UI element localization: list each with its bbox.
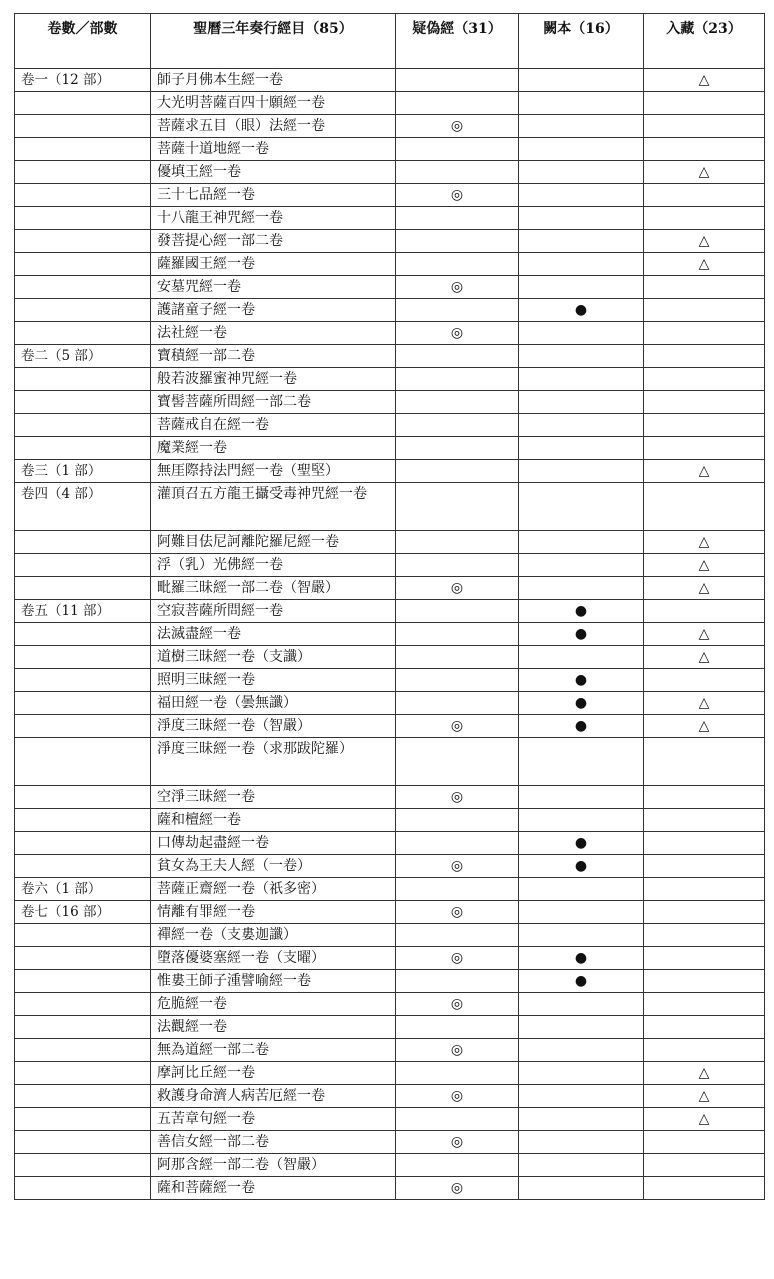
volume-cell	[15, 92, 151, 115]
volume-cell	[15, 299, 151, 322]
title-cell: 寶積經一部二卷	[151, 345, 396, 368]
doubtful-mark-cell	[396, 230, 519, 253]
volume-cell	[15, 1085, 151, 1108]
title-cell: 照明三昧經一卷	[151, 669, 396, 692]
title-cell: 善信女經一部二卷	[151, 1131, 396, 1154]
table-row	[15, 715, 765, 738]
table-row	[15, 276, 765, 299]
doubtful-mark-cell	[396, 1154, 519, 1177]
title-cell: 安墓咒經一卷	[151, 276, 396, 299]
missing-mark-cell	[519, 483, 644, 531]
title-cell: 淨度三昧經一卷（智嚴）	[151, 715, 396, 738]
volume-cell	[15, 1154, 151, 1177]
title-cell: 五苦章句經一卷	[151, 1108, 396, 1131]
table-row	[15, 161, 765, 184]
volume-cell	[15, 577, 151, 600]
volume-cell: 卷七（16 部）	[15, 901, 151, 924]
doubtful-mark-cell	[396, 207, 519, 230]
missing-mark-cell	[519, 368, 644, 391]
title-cell: 般若波羅蜜神咒經一卷	[151, 368, 396, 391]
table-row	[15, 1131, 765, 1154]
title-cell: 優填王經一卷	[151, 161, 396, 184]
canon-mark-cell: △	[644, 577, 765, 600]
title-cell: 薩和檀經一卷	[151, 809, 396, 832]
title-cell: 法滅盡經一卷	[151, 623, 396, 646]
volume-cell	[15, 809, 151, 832]
missing-mark-cell	[519, 138, 644, 161]
canon-mark-cell	[644, 1016, 765, 1039]
table-row	[15, 92, 765, 115]
title-cell: 禪經一卷（支婁迦讖）	[151, 924, 396, 947]
header-doubtful: 疑偽經（31）	[396, 14, 519, 69]
table-row	[15, 253, 765, 276]
table-row	[15, 738, 765, 786]
missing-mark-cell	[519, 414, 644, 437]
canon-mark-cell: △	[644, 623, 765, 646]
volume-cell	[15, 855, 151, 878]
title-cell: 十八龍王神咒經一卷	[151, 207, 396, 230]
canon-mark-cell: △	[644, 69, 765, 92]
missing-mark-cell	[519, 1177, 644, 1200]
volume-cell: 卷四（4 部）	[15, 483, 151, 531]
table-row	[15, 1016, 765, 1039]
missing-mark-cell	[519, 437, 644, 460]
title-cell: 大光明菩薩百四十願經一卷	[151, 92, 396, 115]
canon-mark-cell: △	[644, 715, 765, 738]
table-row	[15, 531, 765, 554]
title-cell: 菩薩戒自在經一卷	[151, 414, 396, 437]
volume-cell	[15, 322, 151, 345]
table-row	[15, 832, 765, 855]
missing-mark-cell	[519, 460, 644, 483]
missing-mark-cell	[519, 230, 644, 253]
canon-mark-cell	[644, 809, 765, 832]
title-cell: 護諸童子經一卷	[151, 299, 396, 322]
doubtful-mark-cell	[396, 600, 519, 623]
canon-mark-cell: △	[644, 646, 765, 669]
title-cell: 空淨三昧經一卷	[151, 786, 396, 809]
missing-mark-cell: ●	[519, 832, 644, 855]
doubtful-mark-cell	[396, 924, 519, 947]
volume-cell	[15, 276, 151, 299]
doubtful-mark-cell	[396, 669, 519, 692]
canon-mark-cell	[644, 207, 765, 230]
table-row	[15, 207, 765, 230]
canon-mark-cell	[644, 92, 765, 115]
volume-cell: 卷二（5 部）	[15, 345, 151, 368]
missing-mark-cell	[519, 1154, 644, 1177]
doubtful-mark-cell: ◎	[396, 993, 519, 1016]
title-cell: 三十七品經一卷	[151, 184, 396, 207]
missing-mark-cell	[519, 1085, 644, 1108]
doubtful-mark-cell	[396, 161, 519, 184]
title-cell: 薩羅國王經一卷	[151, 253, 396, 276]
doubtful-mark-cell	[396, 623, 519, 646]
table-row	[15, 230, 765, 253]
canon-mark-cell	[644, 1177, 765, 1200]
doubtful-mark-cell: ◎	[396, 901, 519, 924]
title-cell: 福田經一卷（曇無讖）	[151, 692, 396, 715]
table-row	[15, 1108, 765, 1131]
doubtful-mark-cell	[396, 692, 519, 715]
missing-mark-cell: ●	[519, 669, 644, 692]
volume-cell: 卷一（12 部）	[15, 69, 151, 92]
missing-mark-cell: ●	[519, 715, 644, 738]
doubtful-mark-cell: ◎	[396, 855, 519, 878]
table-row	[15, 1177, 765, 1200]
missing-mark-cell	[519, 253, 644, 276]
canon-mark-cell	[644, 947, 765, 970]
missing-mark-cell	[519, 878, 644, 901]
canon-mark-cell	[644, 115, 765, 138]
missing-mark-cell	[519, 322, 644, 345]
missing-mark-cell	[519, 161, 644, 184]
volume-cell	[15, 138, 151, 161]
doubtful-mark-cell	[396, 92, 519, 115]
volume-cell	[15, 947, 151, 970]
title-cell: 毗羅三昧經一部二卷（智嚴）	[151, 577, 396, 600]
canon-mark-cell	[644, 368, 765, 391]
missing-mark-cell	[519, 207, 644, 230]
doubtful-mark-cell	[396, 253, 519, 276]
title-cell: 無厓際持法門經一卷（聖堅）	[151, 460, 396, 483]
canon-mark-cell: △	[644, 161, 765, 184]
doubtful-mark-cell: ◎	[396, 715, 519, 738]
missing-mark-cell	[519, 92, 644, 115]
canon-mark-cell	[644, 669, 765, 692]
table-row	[15, 809, 765, 832]
table-body	[15, 69, 765, 1200]
canon-mark-cell	[644, 993, 765, 1016]
missing-mark-cell	[519, 1016, 644, 1039]
table-row	[15, 901, 765, 924]
volume-cell	[15, 554, 151, 577]
canon-mark-cell	[644, 322, 765, 345]
table-row	[15, 786, 765, 809]
doubtful-mark-cell	[396, 1062, 519, 1085]
table-row	[15, 1039, 765, 1062]
title-cell: 發菩提心經一部二卷	[151, 230, 396, 253]
volume-cell	[15, 115, 151, 138]
title-cell: 薩和菩薩經一卷	[151, 1177, 396, 1200]
doubtful-mark-cell: ◎	[396, 1085, 519, 1108]
canon-mark-cell	[644, 738, 765, 786]
table-row	[15, 483, 765, 531]
title-cell: 貧女為王夫人經（一卷）	[151, 855, 396, 878]
missing-mark-cell: ●	[519, 600, 644, 623]
volume-cell	[15, 669, 151, 692]
volume-cell	[15, 970, 151, 993]
missing-mark-cell	[519, 993, 644, 1016]
missing-mark-cell	[519, 554, 644, 577]
volume-cell	[15, 646, 151, 669]
table-row	[15, 623, 765, 646]
canon-mark-cell	[644, 299, 765, 322]
missing-mark-cell	[519, 809, 644, 832]
volume-cell	[15, 924, 151, 947]
doubtful-mark-cell: ◎	[396, 115, 519, 138]
doubtful-mark-cell	[396, 414, 519, 437]
header-canon: 入藏（23）	[644, 14, 765, 69]
title-cell: 灌頂召五方龍王攝受毒神咒經一卷	[151, 483, 396, 531]
title-cell: 法觀經一卷	[151, 1016, 396, 1039]
title-cell: 無為道經一部二卷	[151, 1039, 396, 1062]
doubtful-mark-cell: ◎	[396, 322, 519, 345]
volume-cell	[15, 1131, 151, 1154]
canon-mark-cell	[644, 184, 765, 207]
missing-mark-cell	[519, 115, 644, 138]
canon-mark-cell	[644, 437, 765, 460]
missing-mark-cell	[519, 1062, 644, 1085]
sutra-catalog-table	[14, 13, 765, 1200]
missing-mark-cell: ●	[519, 970, 644, 993]
volume-cell	[15, 993, 151, 1016]
doubtful-mark-cell	[396, 345, 519, 368]
volume-cell	[15, 1108, 151, 1131]
volume-cell	[15, 531, 151, 554]
missing-mark-cell	[519, 924, 644, 947]
canon-mark-cell: △	[644, 1085, 765, 1108]
canon-mark-cell: △	[644, 1062, 765, 1085]
doubtful-mark-cell	[396, 1016, 519, 1039]
title-cell: 空寂菩薩所問經一卷	[151, 600, 396, 623]
table-row	[15, 69, 765, 92]
canon-mark-cell: △	[644, 253, 765, 276]
canon-mark-cell	[644, 1039, 765, 1062]
missing-mark-cell: ●	[519, 623, 644, 646]
canon-mark-cell	[644, 1154, 765, 1177]
doubtful-mark-cell: ◎	[396, 947, 519, 970]
table-row	[15, 437, 765, 460]
canon-mark-cell	[644, 391, 765, 414]
volume-cell: 卷五（11 部）	[15, 600, 151, 623]
doubtful-mark-cell	[396, 738, 519, 786]
title-cell: 魔業經一卷	[151, 437, 396, 460]
volume-cell	[15, 738, 151, 786]
table-row	[15, 577, 765, 600]
title-cell: 情離有罪經一卷	[151, 901, 396, 924]
missing-mark-cell: ●	[519, 692, 644, 715]
table-row	[15, 414, 765, 437]
missing-mark-cell	[519, 1108, 644, 1131]
canon-mark-cell	[644, 878, 765, 901]
table-row	[15, 322, 765, 345]
doubtful-mark-cell	[396, 368, 519, 391]
volume-cell	[15, 1039, 151, 1062]
table-row	[15, 855, 765, 878]
doubtful-mark-cell	[396, 437, 519, 460]
title-cell: 法社經一卷	[151, 322, 396, 345]
doubtful-mark-cell	[396, 554, 519, 577]
missing-mark-cell	[519, 184, 644, 207]
volume-cell: 卷六（1 部）	[15, 878, 151, 901]
volume-cell	[15, 623, 151, 646]
doubtful-mark-cell	[396, 1108, 519, 1131]
volume-cell	[15, 368, 151, 391]
volume-cell	[15, 437, 151, 460]
doubtful-mark-cell	[396, 809, 519, 832]
title-cell: 菩薩求五目（眼）法經一卷	[151, 115, 396, 138]
doubtful-mark-cell	[396, 531, 519, 554]
canon-mark-cell	[644, 1131, 765, 1154]
volume-cell	[15, 1177, 151, 1200]
doubtful-mark-cell: ◎	[396, 1177, 519, 1200]
title-cell: 師子月佛本生經一卷	[151, 69, 396, 92]
canon-mark-cell: △	[644, 460, 765, 483]
table-row	[15, 947, 765, 970]
volume-cell	[15, 253, 151, 276]
doubtful-mark-cell: ◎	[396, 1131, 519, 1154]
volume-cell: 卷三（1 部）	[15, 460, 151, 483]
canon-mark-cell	[644, 414, 765, 437]
table-row	[15, 669, 765, 692]
missing-mark-cell	[519, 69, 644, 92]
missing-mark-cell	[519, 1131, 644, 1154]
table-row	[15, 646, 765, 669]
table-row	[15, 184, 765, 207]
canon-mark-cell	[644, 138, 765, 161]
canon-mark-cell: △	[644, 531, 765, 554]
volume-cell	[15, 184, 151, 207]
table-row	[15, 299, 765, 322]
title-cell: 摩訶比丘經一卷	[151, 1062, 396, 1085]
title-cell: 墮落優婆塞經一卷（支曜）	[151, 947, 396, 970]
table-row	[15, 878, 765, 901]
title-cell: 阿那含經一部二卷（智嚴）	[151, 1154, 396, 1177]
doubtful-mark-cell: ◎	[396, 1039, 519, 1062]
table-row	[15, 391, 765, 414]
header-row	[15, 14, 765, 69]
table-row	[15, 368, 765, 391]
doubtful-mark-cell	[396, 832, 519, 855]
title-cell: 惟婁王師子湩譬喻經一卷	[151, 970, 396, 993]
canon-mark-cell	[644, 786, 765, 809]
missing-mark-cell	[519, 646, 644, 669]
volume-cell	[15, 230, 151, 253]
table-row	[15, 345, 765, 368]
canon-mark-cell	[644, 855, 765, 878]
missing-mark-cell	[519, 738, 644, 786]
missing-mark-cell	[519, 901, 644, 924]
table-row	[15, 600, 765, 623]
canon-mark-cell: △	[644, 1108, 765, 1131]
volume-cell	[15, 832, 151, 855]
volume-cell	[15, 414, 151, 437]
doubtful-mark-cell	[396, 391, 519, 414]
doubtful-mark-cell	[396, 299, 519, 322]
missing-mark-cell	[519, 391, 644, 414]
missing-mark-cell	[519, 531, 644, 554]
missing-mark-cell	[519, 1039, 644, 1062]
canon-mark-cell	[644, 483, 765, 531]
title-cell: 寶髻菩薩所問經一部二卷	[151, 391, 396, 414]
header-catalog: 聖曆三年奏行經目（85）	[151, 14, 396, 69]
canon-mark-cell	[644, 345, 765, 368]
canon-mark-cell	[644, 832, 765, 855]
table-row	[15, 115, 765, 138]
volume-cell	[15, 715, 151, 738]
missing-mark-cell: ●	[519, 299, 644, 322]
doubtful-mark-cell	[396, 460, 519, 483]
volume-cell	[15, 161, 151, 184]
canon-mark-cell	[644, 901, 765, 924]
table-row	[15, 970, 765, 993]
title-cell: 浮（乳）光佛經一卷	[151, 554, 396, 577]
missing-mark-cell	[519, 276, 644, 299]
title-cell: 菩薩正齋經一卷（祇多密）	[151, 878, 396, 901]
canon-mark-cell: △	[644, 230, 765, 253]
missing-mark-cell	[519, 786, 644, 809]
volume-cell	[15, 207, 151, 230]
volume-cell	[15, 391, 151, 414]
title-cell: 阿難目佉尼訶離陀羅尼經一卷	[151, 531, 396, 554]
table-row	[15, 993, 765, 1016]
doubtful-mark-cell	[396, 646, 519, 669]
canon-mark-cell: △	[644, 554, 765, 577]
table-row	[15, 1062, 765, 1085]
missing-mark-cell	[519, 345, 644, 368]
volume-cell	[15, 786, 151, 809]
doubtful-mark-cell: ◎	[396, 184, 519, 207]
canon-mark-cell	[644, 276, 765, 299]
missing-mark-cell	[519, 577, 644, 600]
table-row	[15, 554, 765, 577]
doubtful-mark-cell: ◎	[396, 577, 519, 600]
canon-mark-cell: △	[644, 692, 765, 715]
doubtful-mark-cell	[396, 69, 519, 92]
missing-mark-cell: ●	[519, 947, 644, 970]
title-cell: 救護身命濟人病苦厄經一卷	[151, 1085, 396, 1108]
title-cell: 淨度三昧經一卷（求那跋陀羅）	[151, 738, 396, 786]
volume-cell	[15, 1062, 151, 1085]
title-cell: 道樹三昧經一卷（支讖）	[151, 646, 396, 669]
table-row	[15, 692, 765, 715]
title-cell: 危脆經一卷	[151, 993, 396, 1016]
doubtful-mark-cell: ◎	[396, 786, 519, 809]
canon-mark-cell	[644, 970, 765, 993]
doubtful-mark-cell: ◎	[396, 276, 519, 299]
table-row	[15, 460, 765, 483]
doubtful-mark-cell	[396, 483, 519, 531]
doubtful-mark-cell	[396, 878, 519, 901]
canon-mark-cell	[644, 924, 765, 947]
table-row	[15, 1154, 765, 1177]
table-row	[15, 138, 765, 161]
volume-cell	[15, 692, 151, 715]
header-volume: 卷數／部數	[15, 14, 151, 69]
canon-mark-cell	[644, 600, 765, 623]
doubtful-mark-cell	[396, 970, 519, 993]
title-cell: 菩薩十道地經一卷	[151, 138, 396, 161]
doubtful-mark-cell	[396, 138, 519, 161]
table-row	[15, 924, 765, 947]
table-row	[15, 1085, 765, 1108]
title-cell: 口傳劫起盡經一卷	[151, 832, 396, 855]
missing-mark-cell: ●	[519, 855, 644, 878]
header-missing: 闕本（16）	[519, 14, 644, 69]
volume-cell	[15, 1016, 151, 1039]
